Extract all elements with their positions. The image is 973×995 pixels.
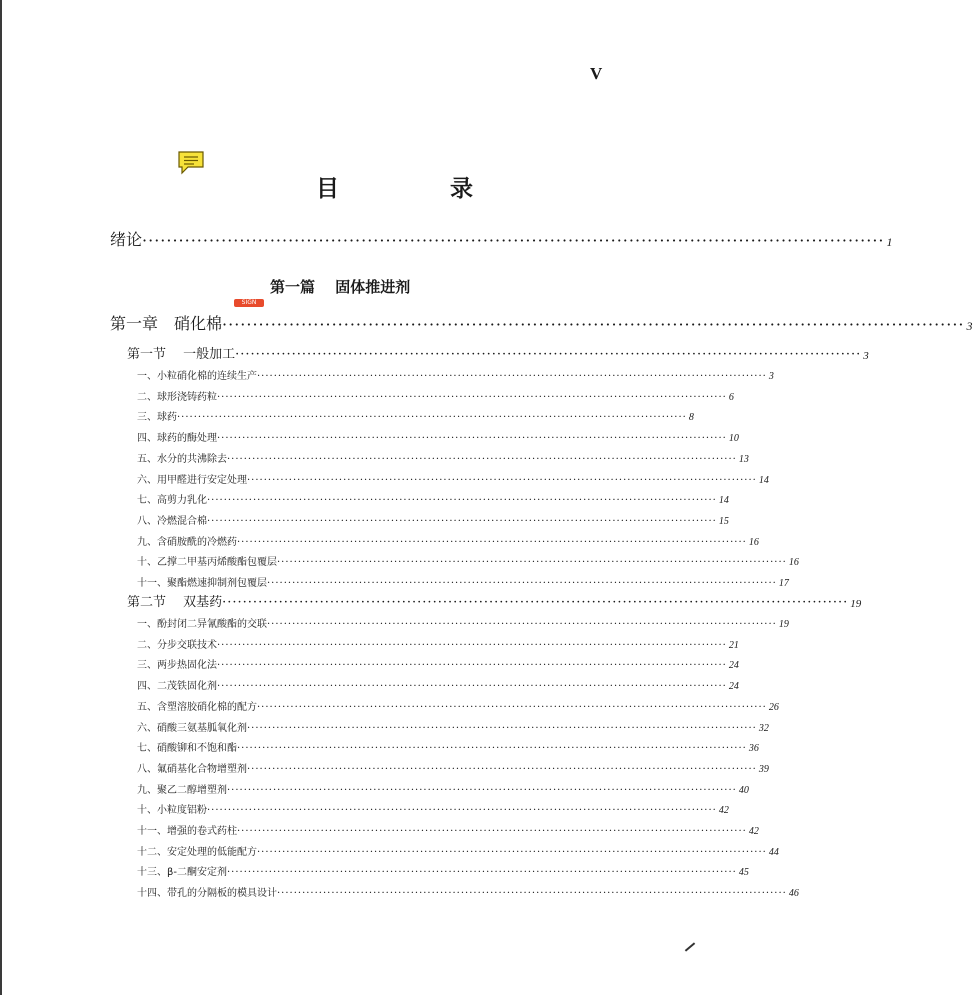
- toc-label: 七、高剪力乳化: [137, 495, 207, 506]
- leader-dots: ··························································································································: [207, 516, 717, 527]
- part-heading: 第一篇 固体推进剂: [270, 278, 411, 296]
- toc-item[interactable]: [137, 759, 769, 775]
- toc-label: 二、球形浇铸药粒: [137, 392, 217, 403]
- toc-label: 九、聚乙二醇增塑剂: [137, 785, 227, 796]
- toc-page: 13: [738, 454, 749, 465]
- leader-dots: ··························································································································: [237, 743, 747, 754]
- toc-item[interactable]: [137, 718, 769, 734]
- toc-item[interactable]: [137, 800, 729, 816]
- toc-label: 第二节 双基药: [127, 595, 223, 610]
- toc-item[interactable]: [137, 573, 789, 589]
- toc-item[interactable]: [137, 780, 749, 796]
- leader-dots: ··························································································································: [277, 557, 787, 568]
- comment-icon[interactable]: [176, 149, 206, 175]
- toc-item[interactable]: [137, 428, 739, 444]
- leader-dots: ··························································································································: [207, 805, 717, 816]
- toc-item[interactable]: [137, 821, 759, 837]
- toc-page: 32: [758, 723, 769, 734]
- toc-intro[interactable]: [110, 228, 893, 250]
- toc-item[interactable]: [137, 738, 759, 754]
- toc-page: 10: [728, 433, 739, 444]
- toc-label: 五、水分的共沸除去: [137, 454, 227, 465]
- toc-page: 17: [778, 578, 789, 589]
- toc-item[interactable]: [137, 511, 729, 527]
- toc-label: 二、分步交联技术: [137, 640, 217, 651]
- leader-dots: ··························································································································: [217, 433, 727, 444]
- leader-dots: ··························································································································: [257, 371, 767, 382]
- leader-dots: ··························································································································: [267, 578, 777, 589]
- toc-page: 3: [863, 350, 869, 362]
- toc-page: 42: [748, 826, 759, 837]
- leader-dots: ··························································································································: [207, 495, 717, 506]
- leader-dots: ··························································································································: [237, 537, 747, 548]
- toc-item[interactable]: [137, 862, 749, 878]
- toc-label: 第一节 一般加工: [127, 347, 236, 362]
- toc-page: 26: [768, 702, 779, 713]
- toc-page: 21: [728, 640, 739, 651]
- toc-item[interactable]: [137, 490, 729, 506]
- toc-label: 八、冷燃混合棉: [137, 516, 207, 527]
- leader-dots: ··························································································································: [247, 723, 757, 734]
- leader-dots: ··························································································································: [222, 595, 849, 610]
- toc-label: 七、硝酸铆和不饱和酯: [137, 743, 237, 754]
- toc-page: 24: [728, 681, 739, 692]
- corner-mark: [685, 942, 695, 951]
- toc-label: 九、含硝胺酰的冷燃药: [137, 537, 237, 548]
- toc-page: 3: [966, 319, 973, 333]
- leader-dots: ··························································································································: [235, 347, 862, 362]
- toc-page: 14: [758, 475, 769, 486]
- leader-dots: ··························································································································: [217, 640, 727, 651]
- toc-label: 十四、带孔的分隔板的模具设计: [137, 888, 277, 899]
- toc-page: 24: [728, 660, 739, 671]
- toc-page: 42: [718, 805, 729, 816]
- leader-dots: ··························································································································: [217, 660, 727, 671]
- toc-page: 14: [718, 495, 729, 506]
- toc-section[interactable]: [127, 344, 869, 362]
- toc-page: 44: [768, 847, 779, 858]
- toc-item[interactable]: [137, 883, 799, 899]
- toc-label: 第一章 硝化棉: [110, 314, 223, 333]
- sign-badge[interactable]: SIGN: [234, 299, 264, 307]
- leader-dots: ··························································································································: [257, 847, 767, 858]
- toc-item[interactable]: [137, 676, 739, 692]
- toc-item[interactable]: [137, 697, 779, 713]
- toc-label: 四、二茂铁固化剂: [137, 681, 217, 692]
- toc-item[interactable]: [137, 635, 739, 651]
- toc-page: 16: [788, 557, 799, 568]
- toc-label: 十二、安定处理的低能配方: [137, 847, 257, 858]
- toc-label: 十、小粒度铝粉: [137, 805, 207, 816]
- toc-page: 40: [738, 785, 749, 796]
- toc-label: 三、球药: [137, 412, 177, 423]
- toc-item[interactable]: [137, 387, 734, 403]
- toc-label: 一、小粒硝化棉的连续生产: [137, 371, 257, 382]
- toc-label: 十、乙撑二甲基丙烯酸酯包覆层: [137, 557, 277, 568]
- toc-label: 六、用甲醛进行安定处理: [137, 475, 247, 486]
- toc-page: 19: [850, 598, 862, 610]
- leader-dots: ··························································································································: [227, 867, 737, 878]
- toc-page: 45: [738, 867, 749, 878]
- toc-page: 39: [758, 764, 769, 775]
- toc-chapter[interactable]: [110, 312, 973, 334]
- leader-dots: ··························································································································: [247, 764, 757, 775]
- toc-label: 三、两步热固化法: [137, 660, 217, 671]
- toc-label: 十一、增强的卷式药柱: [137, 826, 237, 837]
- leader-dots: ··························································································································: [217, 392, 727, 403]
- leader-dots: ··························································································································: [227, 785, 737, 796]
- leader-dots: ··························································································································: [267, 619, 777, 630]
- leader-dots: ··························································································································: [227, 454, 737, 465]
- toc-item[interactable]: [137, 532, 759, 548]
- leader-dots: ··························································································································: [237, 826, 747, 837]
- toc-label: 四、球药的酶处理: [137, 433, 217, 444]
- leader-dots: ··························································································································: [277, 888, 787, 899]
- toc-page: 8: [688, 412, 694, 423]
- leader-dots: ··························································································································: [142, 231, 885, 250]
- toc-label: 绪论: [110, 230, 143, 249]
- toc-page: 15: [718, 516, 729, 527]
- page-edge: [0, 0, 2, 995]
- toc-item[interactable]: [137, 842, 779, 858]
- toc-item[interactable]: [137, 407, 694, 423]
- page-number: V: [590, 64, 603, 83]
- toc-page: 16: [748, 537, 759, 548]
- toc-item[interactable]: [137, 366, 774, 382]
- toc-label: 五、含塑溶胶硝化棉的配方: [137, 702, 257, 713]
- toc-item[interactable]: [137, 449, 749, 465]
- leader-dots: ··························································································································: [222, 315, 965, 334]
- toc-item[interactable]: [137, 470, 769, 486]
- toc-label: 六、硝酸三氨基胍氧化剂: [137, 723, 247, 734]
- toc-section[interactable]: [127, 592, 862, 610]
- toc-page: 46: [788, 888, 799, 899]
- toc-item[interactable]: [137, 552, 799, 568]
- leader-dots: ··························································································································: [217, 681, 727, 692]
- toc-page: 36: [748, 743, 759, 754]
- toc-label: 一、酚封闭二异氰酸酯的交联: [137, 619, 267, 630]
- toc-label: 十三、β-二酮安定剂: [137, 867, 227, 878]
- toc-page: 19: [778, 619, 789, 630]
- leader-dots: ··························································································································: [257, 702, 767, 713]
- toc-label: 十一、聚酯燃速抑制剂包覆层: [137, 578, 267, 589]
- leader-dots: ··························································································································: [247, 475, 757, 486]
- toc-item[interactable]: [137, 614, 789, 630]
- toc-item[interactable]: [137, 655, 739, 671]
- toc-page: 3: [768, 371, 774, 382]
- toc-page: 6: [728, 392, 734, 403]
- leader-dots: ··························································································································: [177, 412, 687, 423]
- page-title: 目 录: [316, 176, 517, 202]
- toc-label: 八、氟硝基化合物增塑剂: [137, 764, 247, 775]
- toc-page: 1: [886, 235, 893, 249]
